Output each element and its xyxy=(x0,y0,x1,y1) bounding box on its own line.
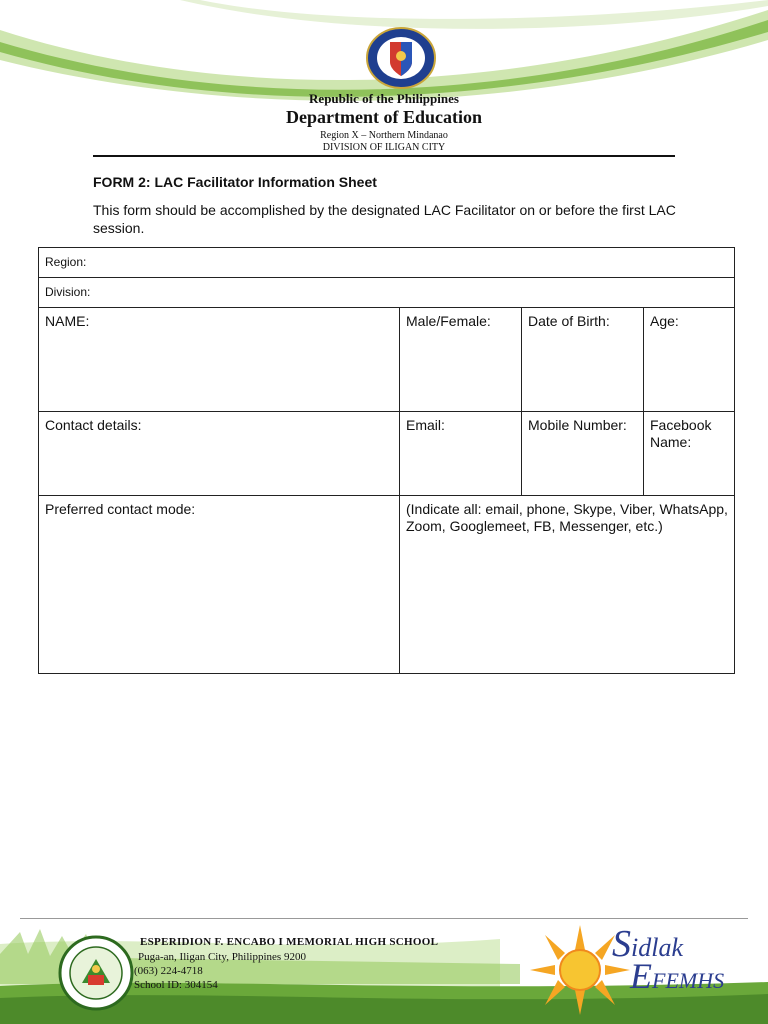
logo-s: S xyxy=(612,923,631,965)
logo-idlak: idlak xyxy=(631,933,683,962)
name-field[interactable]: NAME: xyxy=(39,308,400,412)
facilitator-form-table xyxy=(38,247,735,674)
email-field[interactable]: Email: xyxy=(400,412,522,496)
school-name: ESPERIDION F. ENCABO I MEMORIAL HIGH SCHOOL xyxy=(140,936,439,948)
table-row xyxy=(39,248,735,278)
table-row xyxy=(39,496,735,674)
table-row xyxy=(39,308,735,412)
contact-field[interactable]: Contact details: xyxy=(39,412,400,496)
school-address: Puga-an, Iligan City, Philippines 9200 xyxy=(138,951,306,963)
region-field[interactable]: Region: xyxy=(39,248,735,278)
school-phone: (063) 224-4718 xyxy=(134,965,203,977)
form-instructions: This form should be accomplished by the designated LAC Facilitator on or before the first LAC session. xyxy=(93,202,676,236)
efemhs-logo-text xyxy=(630,955,724,997)
table-row xyxy=(39,278,735,308)
mobile-field[interactable]: Mobile Number: xyxy=(522,412,644,496)
logo-femhs: FEMHS xyxy=(652,968,725,993)
logo-e: E xyxy=(630,956,652,996)
republic-text: Republic of the Philippines xyxy=(309,91,459,106)
region-text: Region X – Northern Mindanao xyxy=(320,130,448,141)
school-id: School ID: 304154 xyxy=(134,979,218,991)
school-logo-icon xyxy=(58,935,134,1011)
footer-divider xyxy=(20,918,748,919)
preferred-contact-hint[interactable]: (Indicate all: email, phone, Skype, Viber, WhatsApp, Zoom, Googlemeet, FB, Messenger, etc.) xyxy=(400,496,735,674)
dob-field[interactable]: Date of Birth: xyxy=(522,308,644,412)
facebook-field[interactable]: Facebook Name: xyxy=(644,412,735,496)
table-row xyxy=(39,412,735,496)
sex-field[interactable]: Male/Female: xyxy=(400,308,522,412)
division-text: DIVISION OF ILIGAN CITY xyxy=(322,142,446,153)
deped-seal-icon xyxy=(364,26,438,90)
department-title: Department of Education xyxy=(286,107,482,127)
preferred-contact-field[interactable]: Preferred contact mode: xyxy=(39,496,400,674)
division-field[interactable]: Division: xyxy=(39,278,735,308)
header-divider xyxy=(93,155,675,157)
age-field[interactable]: Age: xyxy=(644,308,735,412)
form-title: FORM 2: LAC Facilitator Information Sheet xyxy=(93,174,377,190)
